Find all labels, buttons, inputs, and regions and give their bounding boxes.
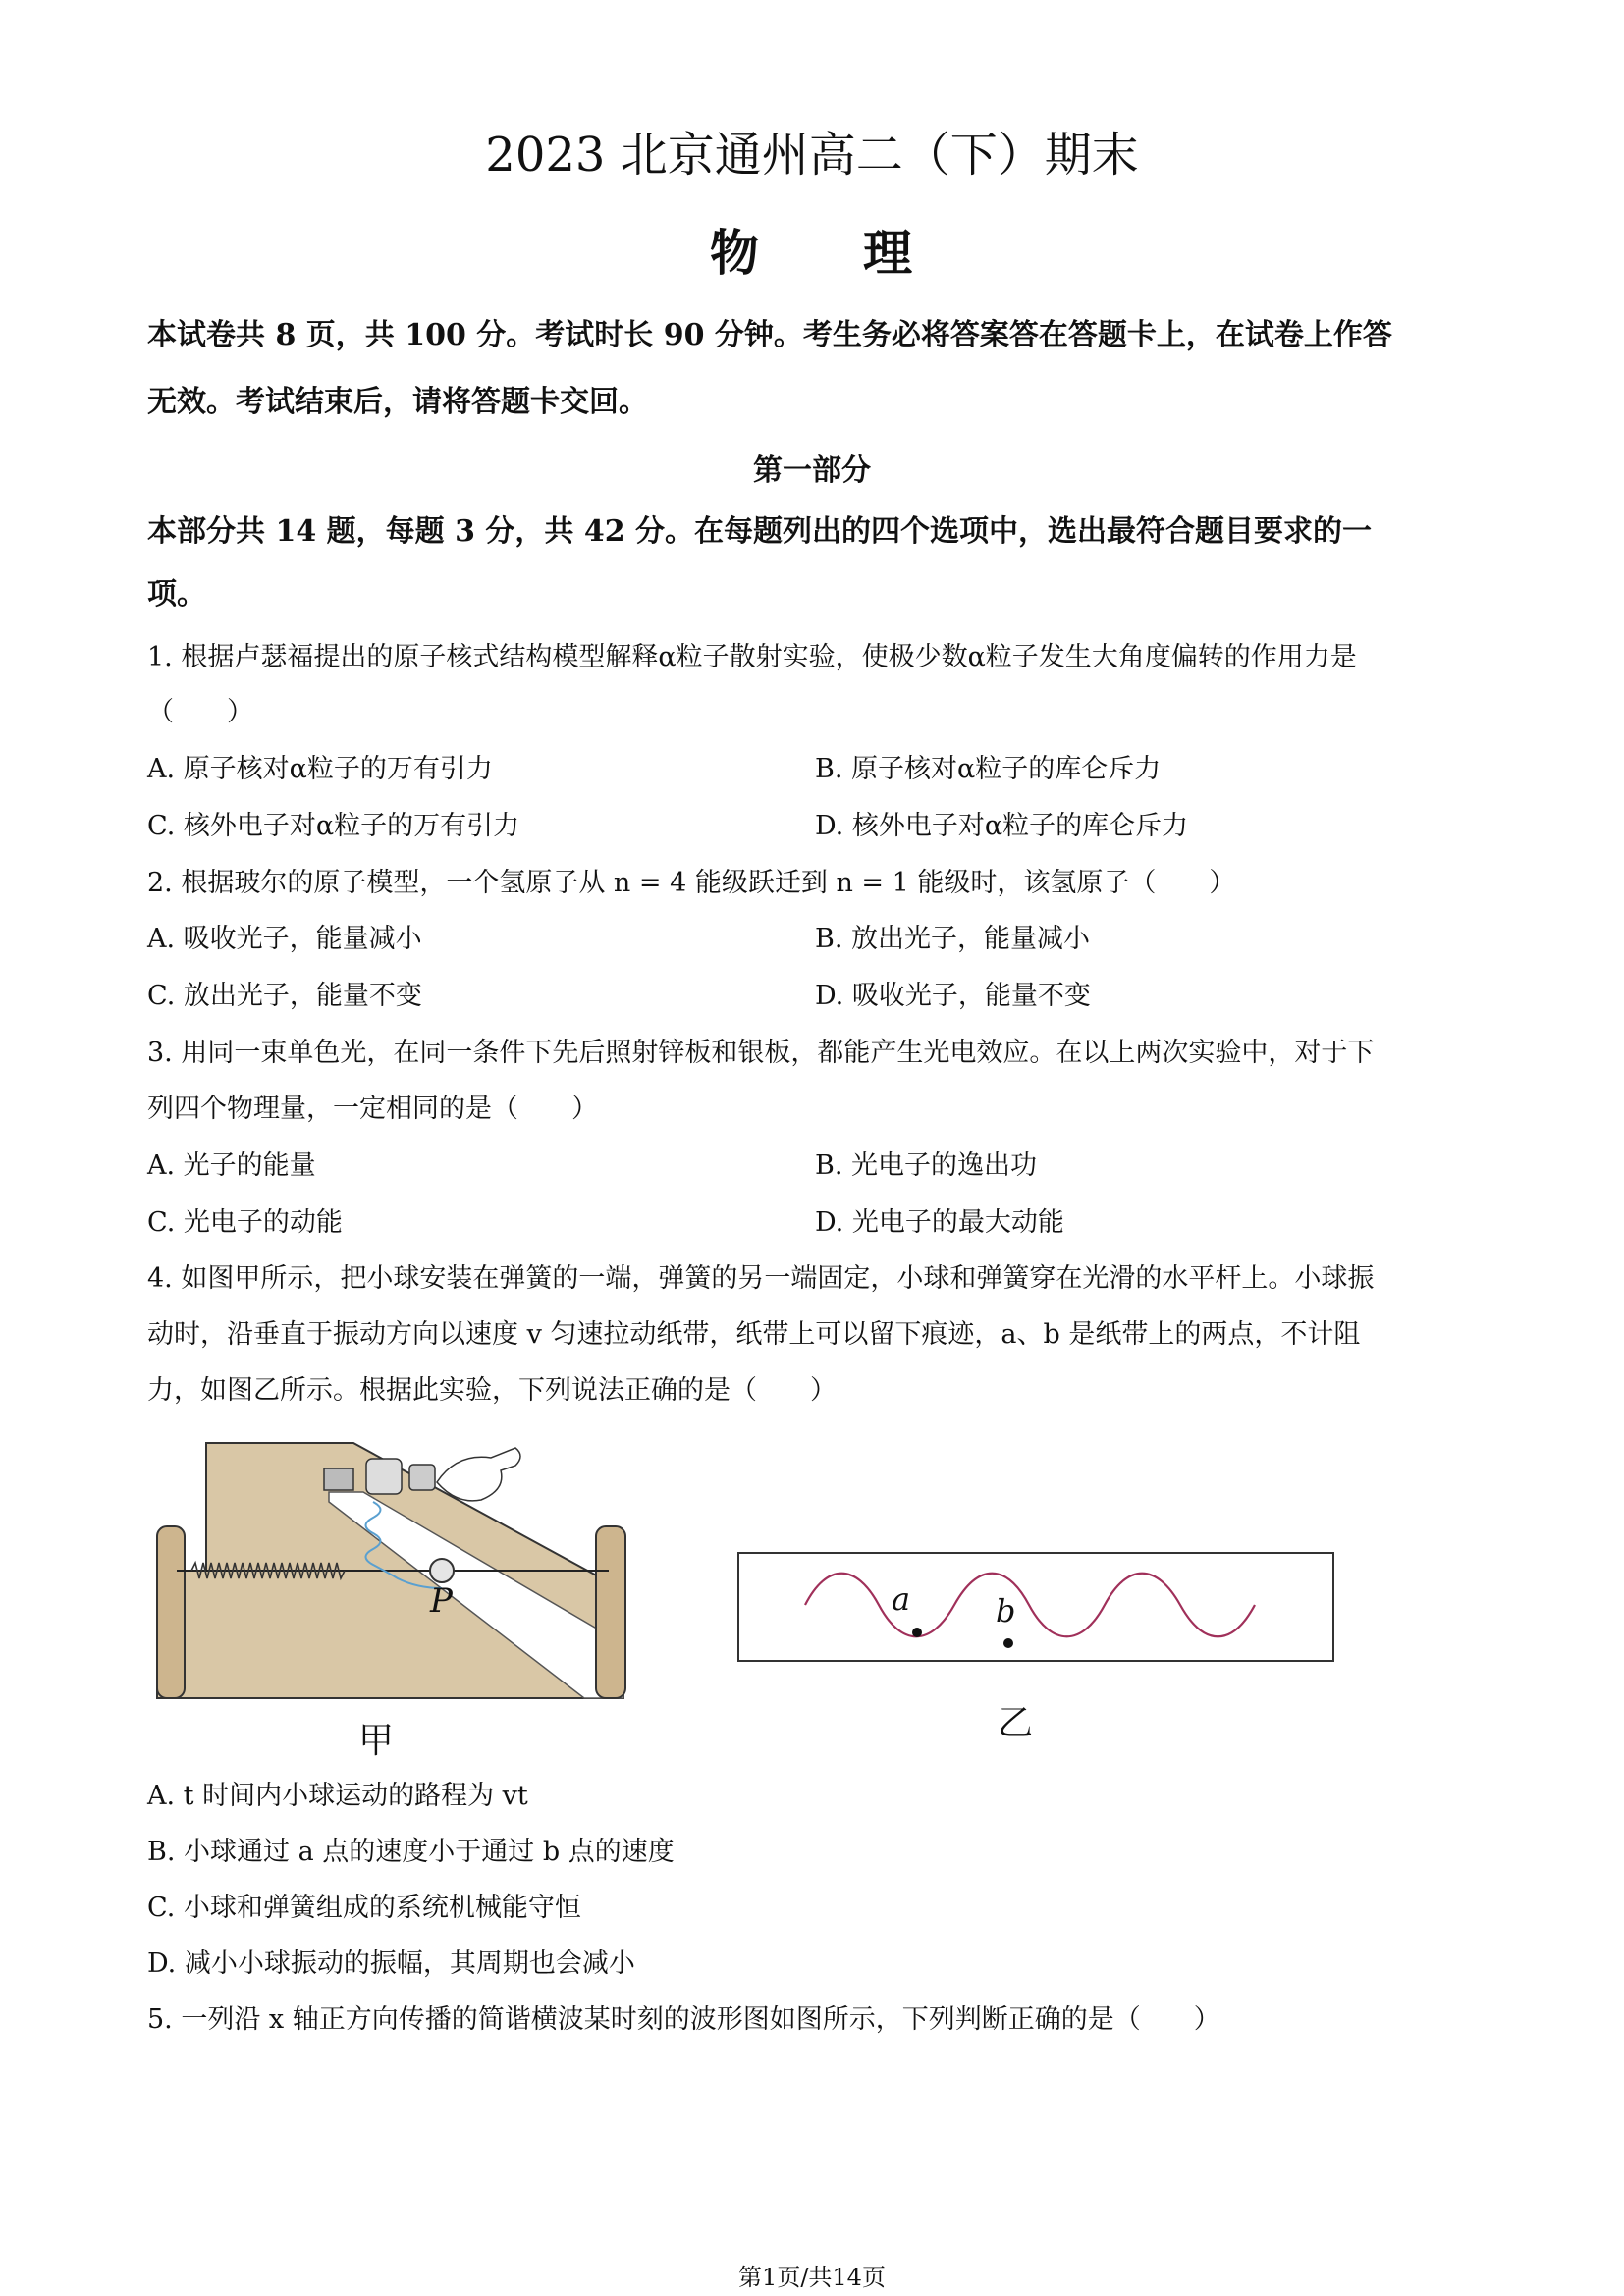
q4-option-c: C. 小球和弹簧组成的系统机械能守恒 <box>147 1893 581 1923</box>
point-a <box>912 1628 922 1637</box>
q4-stem-3: 力，如图乙所示。根据此实验，下列说法正确的是（ ） <box>147 1375 837 1406</box>
roller-2 <box>366 1459 402 1494</box>
exam-title: 2023 北京通州高二（下）期末 <box>485 128 1139 183</box>
page-footer: 第1页/共14页 <box>738 2264 886 2291</box>
q2-option-c: C. 放出光子，能量不变 <box>147 981 422 1011</box>
section-desc-2: 项。 <box>147 577 206 612</box>
q4-stem-1: 4. 如图甲所示，把小球安装在弹簧的一端，弹簧的另一端固定，小球和弹簧穿在光滑的水平杆上。小球振 <box>147 1263 1375 1294</box>
q1-option-c: C. 核外电子对α粒子的万有引力 <box>147 811 520 841</box>
q3-option-a: A. 光子的能量 <box>147 1150 316 1181</box>
q4-stem-2: 动时，沿垂直于振动方向以速度 v 匀速拉动纸带，纸带上可以留下痕迹，a、b 是纸带上的两点，不计阻 <box>147 1319 1361 1350</box>
q3-option-c: C. 光电子的动能 <box>147 1207 343 1238</box>
q3-stem-1: 3. 用同一束单色光，在同一条件下先后照射锌板和银板，都能产生光电效应。在以上两次实验中，对于下 <box>147 1038 1375 1068</box>
q4-option-b: B. 小球通过 a 点的速度小于通过 b 点的速度 <box>147 1837 675 1867</box>
q3-option-b: B. 光电子的逸出功 <box>815 1150 1038 1181</box>
q4-option-d: D. 减小小球振动的振幅，其周期也会减小 <box>147 1949 635 1979</box>
instructions-line-2: 无效。考试结束后，请将答题卡交回。 <box>147 385 648 419</box>
left-post <box>157 1526 185 1698</box>
q2-stem: 2. 根据玻尔的原子模型，一个氢原子从 n = 4 能级跃迁到 n = 1 能级时，该氢原子（ ） <box>147 868 1236 898</box>
q1-stem-2: （ ） <box>147 697 253 727</box>
trace-frame <box>738 1553 1333 1661</box>
section-title: 第一部分 <box>753 454 871 488</box>
figure-paper-trace <box>736 1551 1337 1664</box>
figure-1-caption: 甲 <box>358 1721 395 1761</box>
subject-char-1: 物 <box>710 224 761 282</box>
figure-2-caption: 乙 <box>998 1703 1034 1743</box>
hand <box>437 1448 520 1501</box>
figure-spring-apparatus <box>152 1433 633 1708</box>
right-post <box>596 1526 625 1698</box>
q1-stem-1: 1. 根据卢瑟福提出的原子核式结构模型解释α粒子散射实验，使极少数α粒子发生大角度偏转的作用力是 <box>147 642 1357 672</box>
label-p: P <box>430 1581 453 1621</box>
ball <box>430 1559 454 1582</box>
q2-option-a: A. 吸收光子，能量减小 <box>147 924 422 954</box>
roller-1 <box>324 1468 353 1490</box>
label-a: a <box>892 1580 911 1618</box>
q1-option-b: B. 原子核对α粒子的库仑斥力 <box>815 754 1162 784</box>
label-b: b <box>996 1592 1016 1629</box>
q2-option-b: B. 放出光子，能量减小 <box>815 924 1091 954</box>
q4-option-a: A. t 时间内小球运动的路程为 vt <box>147 1781 528 1811</box>
q1-option-a: A. 原子核对α粒子的万有引力 <box>147 754 493 784</box>
q5-stem: 5. 一列沿 x 轴正方向传播的简谐横波某时刻的波形图如图所示，下列判断正确的是（ ） <box>147 2004 1220 2035</box>
roller-3 <box>409 1465 435 1490</box>
subject-title <box>0 222 1624 285</box>
point-b <box>1003 1638 1013 1648</box>
subject-char-2: 理 <box>863 224 914 282</box>
q3-stem-2: 列四个物理量，一定相同的是（ ） <box>147 1094 598 1124</box>
q1-option-d: D. 核外电子对α粒子的库仑斥力 <box>815 811 1189 841</box>
q3-option-d: D. 光电子的最大动能 <box>815 1207 1064 1238</box>
section-desc-1: 本部分共 14 题，每题 3 分，共 42 分。在每题列出的四个选项中，选出最符合题目要求的一 <box>147 514 1373 549</box>
q2-option-d: D. 吸收光子，能量不变 <box>815 981 1091 1011</box>
instructions-line-1: 本试卷共 8 页，共 100 分。考试时长 90 分钟。考生务必将答案答在答题卡上，在试卷上作答 <box>147 318 1392 352</box>
